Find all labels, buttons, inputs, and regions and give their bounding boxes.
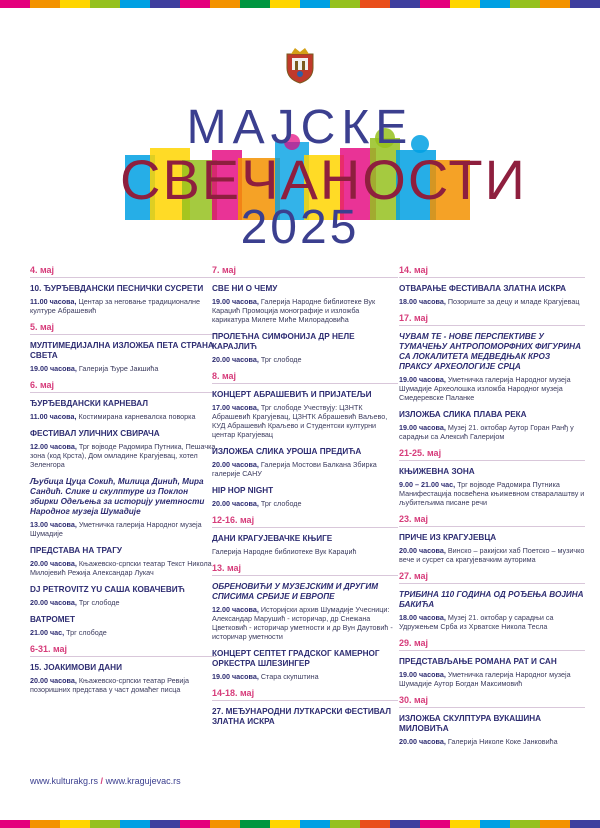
city-crest-icon bbox=[283, 46, 317, 84]
event-time: 19.00 часова, bbox=[399, 375, 446, 384]
event-venue: Стара скупштина bbox=[260, 672, 319, 681]
stripe-segment bbox=[540, 0, 570, 8]
event-venue: Уметничка галерија Народног музеја Шумадије Аутор Богдан Максимовић bbox=[399, 670, 571, 688]
stripe-segment bbox=[330, 820, 360, 828]
event-title: Љубица Цуца Сокић, Милица Динић, Мира Сандић. Слике и скулптуре из Поклон збирки Одељења за историју уметности Народног музеја Шумадије bbox=[30, 477, 205, 516]
event-details bbox=[30, 598, 216, 607]
stripe-segment bbox=[330, 0, 360, 8]
title-year: 2025 bbox=[240, 201, 360, 254]
bottom-color-stripe bbox=[0, 820, 600, 828]
event-time: 13.00 часова, bbox=[30, 520, 77, 529]
event-details bbox=[212, 460, 398, 478]
event-details bbox=[399, 613, 585, 631]
program-event bbox=[30, 477, 216, 538]
program-date: 4. мај bbox=[30, 266, 216, 278]
program-event bbox=[30, 429, 216, 469]
program-column-1 bbox=[30, 266, 216, 702]
program-event bbox=[212, 390, 398, 439]
event-venue: Трг слободе bbox=[78, 598, 120, 607]
program-date: 8. мај bbox=[212, 372, 398, 384]
event-venue: Музеј 21. октобар у сарадњи са Удружењем Срба из Хрватске Никола Тесла bbox=[399, 613, 554, 631]
program-event bbox=[30, 284, 216, 315]
event-title: 10. ЂУРЂЕВДАНСКИ ПЕСНИЧКИ СУСРЕТИ bbox=[30, 284, 204, 293]
program-date: 17. мај bbox=[399, 314, 585, 326]
event-details bbox=[212, 499, 398, 508]
event-venue: Галерија Николе Коке Јанковића bbox=[447, 737, 558, 746]
stripe-segment bbox=[120, 820, 150, 828]
program-event bbox=[30, 663, 216, 694]
event-time: 20.00 часова, bbox=[30, 676, 77, 685]
event-details bbox=[399, 546, 585, 564]
event-venue: Центар за неговање традиционалне културе Абрашевић bbox=[30, 297, 200, 315]
event-title: ИЗЛОЖБА СЛИКА УРОША ПРЕДИЋА bbox=[212, 447, 362, 456]
footer-links bbox=[30, 776, 181, 786]
event-venue: Уметничка галерија Народног музеја Шумадије bbox=[30, 520, 202, 538]
footer-separator: / bbox=[100, 776, 104, 786]
event-time: 9.00 – 21.00 час, bbox=[399, 480, 456, 489]
program-event bbox=[212, 332, 398, 364]
program-date: 6-31. мај bbox=[30, 645, 216, 657]
event-title: ВАТРОМЕТ bbox=[30, 615, 76, 624]
event-venue: Трг војводе Радомира Путника Манифестација посвећена књижевном стваралаштву и љубитељима писане речи bbox=[399, 480, 585, 507]
stripe-segment bbox=[420, 820, 450, 828]
program-event bbox=[399, 714, 585, 746]
event-title: ФЕСТИВАЛ УЛИЧНИХ СВИРАЧА bbox=[30, 429, 160, 438]
event-venue: Костимирана карневалска поворка bbox=[78, 412, 196, 421]
program-date: 30. мај bbox=[399, 696, 585, 708]
program-event bbox=[399, 467, 585, 507]
event-title: ПРОЛЕЋНА СИМФОНИЈА ДР НЕЛЕ КАРАЈЛИЋ bbox=[212, 332, 355, 351]
program-event bbox=[30, 615, 216, 637]
program-date: 7. мај bbox=[212, 266, 398, 278]
event-details bbox=[30, 297, 216, 315]
event-venue: Трг војводе Радомира Путника, Пешачка зона (код Крста), Дом омладине Крагујевац, хотел Зеленгора bbox=[30, 442, 216, 469]
stripe-segment bbox=[90, 0, 120, 8]
stripe-segment bbox=[120, 0, 150, 8]
event-time: 21.00 час, bbox=[30, 628, 65, 637]
event-time: 20.00 часова, bbox=[212, 460, 259, 469]
event-time: 20.00 часова, bbox=[212, 499, 259, 508]
event-title: 15. ЈОАКИМОВИ ДАНИ bbox=[30, 663, 122, 672]
event-details bbox=[30, 628, 216, 637]
stripe-segment bbox=[510, 820, 540, 828]
program-event bbox=[212, 284, 398, 324]
footer-link-kultura[interactable]: www.kulturakg.rs bbox=[30, 776, 99, 786]
stripe-segment bbox=[510, 0, 540, 8]
title-line-2: СВЕЧАНОСТИ bbox=[120, 148, 527, 211]
program-event bbox=[212, 582, 398, 641]
event-venue: Галерија Мостови Балкана Збирка галерије САНУ bbox=[212, 460, 377, 478]
stripe-segment bbox=[570, 820, 600, 828]
event-venue: Трг слободе bbox=[260, 355, 302, 364]
event-time: 18.00 часова, bbox=[399, 613, 446, 622]
stripe-segment bbox=[480, 820, 510, 828]
stripe-segment bbox=[390, 0, 420, 8]
program-event bbox=[399, 533, 585, 564]
program-event bbox=[399, 332, 585, 402]
event-title: ОТВАРАЊЕ ФЕСТИВАЛА ЗЛАТНА ИСКРА bbox=[399, 284, 567, 293]
event-title: ТРИБИНА 110 ГОДИНА ОД РОЂЕЊА ВОЈИНА БАКИЋА bbox=[399, 590, 584, 609]
event-venue: Историјски архив Шумадије Учесници: Александар Марушић - историчар, др Снежана Цветковић - историчар уметности и др Вун Даутовић - историчар уметности bbox=[212, 605, 393, 641]
event-time: 18.00 часова, bbox=[399, 297, 446, 306]
program-date: 29. мај bbox=[399, 639, 585, 651]
event-title: ЂУРЂЕВДАНСКИ КАРНЕВАЛ bbox=[30, 399, 149, 408]
event-details bbox=[212, 355, 398, 364]
event-time: 19.00 часова, bbox=[30, 364, 77, 373]
top-color-stripe bbox=[0, 0, 600, 8]
event-details bbox=[30, 676, 216, 694]
event-title: ИЗЛОЖБА СКУЛПТУРА ВУКАШИНА МИЛОВИЋА bbox=[399, 714, 542, 733]
program-event bbox=[212, 486, 398, 508]
stripe-segment bbox=[390, 820, 420, 828]
stripe-segment bbox=[270, 0, 300, 8]
stripe-segment bbox=[60, 820, 90, 828]
stripe-segment bbox=[180, 0, 210, 8]
stripe-segment bbox=[30, 0, 60, 8]
stripe-segment bbox=[360, 820, 390, 828]
stripe-segment bbox=[300, 0, 330, 8]
stripe-segment bbox=[210, 820, 240, 828]
program-date: 21-25. мај bbox=[399, 449, 585, 461]
event-venue: Галерија Ђуре Јакшића bbox=[78, 364, 159, 373]
program-column-3 bbox=[399, 266, 585, 754]
event-details bbox=[399, 375, 585, 402]
stripe-segment bbox=[30, 820, 60, 828]
event-details bbox=[212, 672, 398, 681]
event-title: ОБРЕНОВИЋИ У МУЗЕЈСКИМ И ДРУГИМ СПИСИМА СРБИЈЕ И ЕВРОПЕ bbox=[212, 582, 379, 601]
stripe-segment bbox=[540, 820, 570, 828]
stripe-segment bbox=[450, 820, 480, 828]
event-time: 20.00 часова, bbox=[30, 598, 77, 607]
event-time: 20.00 часова, bbox=[30, 559, 77, 568]
program-event bbox=[212, 649, 398, 681]
program-event bbox=[399, 284, 585, 306]
program-date: 14-18. мај bbox=[212, 689, 398, 701]
event-time: 19.00 часова, bbox=[212, 672, 259, 681]
event-venue: Трг слободе bbox=[66, 628, 107, 637]
event-time: 11.00 часова, bbox=[30, 412, 77, 421]
event-venue: Књажевско-српски театар Ревија позоришних представа у част домаћег писца bbox=[30, 676, 190, 694]
event-venue: Књажевско-српски театар Текст Никола Милојевић Режија Александар Лукач bbox=[30, 559, 212, 577]
event-details bbox=[30, 442, 216, 469]
event-time: 11.00 часова, bbox=[30, 297, 77, 306]
event-title: КЊИЖЕВНА ЗОНА bbox=[399, 467, 475, 476]
program-event bbox=[30, 341, 216, 373]
event-title: ДАНИ КРАГУЈЕВАЧКЕ КЊИГЕ bbox=[212, 534, 333, 543]
program-event bbox=[399, 657, 585, 688]
event-time: 12.00 часова, bbox=[30, 442, 77, 451]
event-venue: Позориште за децу и младе Крагујевац bbox=[447, 297, 580, 306]
event-title: МУЛТИМЕДИЈАЛНА ИЗЛОЖБА ПЕТА СТРАНА СВЕТА bbox=[30, 341, 214, 360]
program-event bbox=[399, 590, 585, 631]
event-details bbox=[399, 737, 585, 746]
event-details bbox=[212, 605, 398, 641]
stripe-segment bbox=[480, 0, 510, 8]
program-event bbox=[399, 410, 585, 441]
stripe-segment bbox=[180, 820, 210, 828]
stripe-segment bbox=[0, 0, 30, 8]
footer-link-kragujevac[interactable]: www.kragujevac.rs bbox=[105, 776, 181, 786]
event-title: СВЕ НИ О ЧЕМУ bbox=[212, 284, 278, 293]
event-details bbox=[30, 364, 216, 373]
event-details bbox=[399, 297, 585, 306]
event-venue: Музеј 21. октобар Аутор Горан Ранђ у сарадњи са Алексић Галеријом bbox=[399, 423, 574, 441]
program-event bbox=[30, 585, 216, 607]
stripe-segment bbox=[240, 0, 270, 8]
program-date: 6. мај bbox=[30, 381, 216, 393]
event-title: DJ PETROVITZ YU САША КОВАЧЕВИЋ bbox=[30, 585, 185, 594]
event-time: 20.00 часова, bbox=[399, 737, 446, 746]
event-venue: Винско – ракијски хаб Поетско – музичко вече и сусрет са крагујевачким ауторима bbox=[399, 546, 585, 564]
event-venue: Трг слободе bbox=[260, 499, 302, 508]
event-time: 17.00 часова, bbox=[212, 403, 259, 412]
event-time: 19.00 часова, bbox=[212, 297, 259, 306]
event-details bbox=[399, 423, 585, 441]
program-date: 14. мај bbox=[399, 266, 585, 278]
program-event bbox=[212, 447, 398, 478]
event-title: ПРИЧЕ ИЗ КРАГУЈЕВЦА bbox=[399, 533, 497, 542]
event-title: КОНЦЕРТ СЕПТЕТ ГРАДСКОГ КАМЕРНОГ ОРКЕСТРА ШЛЕЗИНГЕР bbox=[212, 649, 380, 668]
program-event bbox=[30, 399, 216, 421]
event-details bbox=[399, 480, 585, 507]
event-details bbox=[212, 297, 398, 324]
event-details bbox=[212, 547, 398, 556]
program-date: 27. мај bbox=[399, 572, 585, 584]
stripe-segment bbox=[300, 820, 330, 828]
stripe-segment bbox=[270, 820, 300, 828]
event-venue: Трг слободе Учествују: ЦЗНТК Абрашевић Крагујевац, ЦЗНТК Абрашевић Ваљево, КУД Абрашевић Краљево и Студентски културни центар Крагујевац bbox=[212, 403, 388, 439]
event-title: ПРЕДСТАВА НА ТРАГУ bbox=[30, 546, 122, 555]
event-title: ПРЕДСТАВЉАЊЕ РОМАНА РАТ И САН bbox=[399, 657, 557, 666]
event-title: ЧУВАМ ТЕ - НОВЕ ПЕРСПЕКТИВЕ У ТУМАЧЕЊУ АНТРОПОМОРФНИХ ФИГУРИНА СА ЛОКАЛИТЕТА МЕДВЕДЊАК КРОЗ ПРАКСУ АРХЕОЛОГИЈЕ СРЦА bbox=[399, 332, 581, 371]
stripe-segment bbox=[150, 820, 180, 828]
program-date: 13. мај bbox=[212, 564, 398, 576]
title-line-1: МАЈСКЕ bbox=[186, 101, 414, 154]
stripe-segment bbox=[420, 0, 450, 8]
stripe-segment bbox=[90, 820, 120, 828]
event-venue: Уметничка галерија Народног музеја Шумадије Археолошка изложба Народног музеја Смедеревске Паланке bbox=[399, 375, 571, 402]
stripe-segment bbox=[60, 0, 90, 8]
festival-title-block bbox=[120, 100, 527, 254]
event-time: 19.00 часова, bbox=[399, 423, 446, 432]
event-time: 20.00 часова, bbox=[399, 546, 446, 555]
event-details bbox=[30, 559, 216, 577]
stripe-segment bbox=[0, 820, 30, 828]
event-time: 12.00 часова, bbox=[212, 605, 259, 614]
stripe-segment bbox=[360, 0, 390, 8]
program-event bbox=[212, 534, 398, 556]
program-event bbox=[30, 546, 216, 577]
event-details bbox=[30, 520, 216, 538]
program-date: 5. мај bbox=[30, 323, 216, 335]
program-event bbox=[212, 707, 398, 727]
stripe-segment bbox=[150, 0, 180, 8]
program-column-2 bbox=[212, 266, 398, 735]
event-time: 19.00 часова, bbox=[399, 670, 446, 679]
event-details bbox=[30, 412, 216, 421]
stripe-segment bbox=[240, 820, 270, 828]
event-title: 27. МЕЂУНАРОДНИ ЛУТКАРСКИ ФЕСТИВАЛ ЗЛАТНА ИСКРА bbox=[212, 707, 392, 726]
event-venue: Галерија Народне библиотеке Вук Караџић Промоција монографије и изложба карикатура Милете Миће Милорадовића bbox=[212, 297, 376, 324]
program-date: 12-16. мај bbox=[212, 516, 398, 528]
event-title: ИЗЛОЖБА СЛИКА ПЛАВА РЕКА bbox=[399, 410, 527, 419]
stripe-segment bbox=[570, 0, 600, 8]
program-date: 23. мај bbox=[399, 515, 585, 527]
event-details bbox=[212, 403, 398, 439]
stripe-segment bbox=[450, 0, 480, 8]
event-title: HIP HOP NIGHT bbox=[212, 486, 274, 495]
event-venue: Галерија Народне библиотеке Вук Караџић bbox=[212, 547, 357, 556]
stripe-segment bbox=[210, 0, 240, 8]
event-time: 20.00 часова, bbox=[212, 355, 259, 364]
event-details bbox=[399, 670, 585, 688]
event-title: КОНЦЕРТ АБРАШЕВИЋ И ПРИЈАТЕЉИ bbox=[212, 390, 372, 399]
